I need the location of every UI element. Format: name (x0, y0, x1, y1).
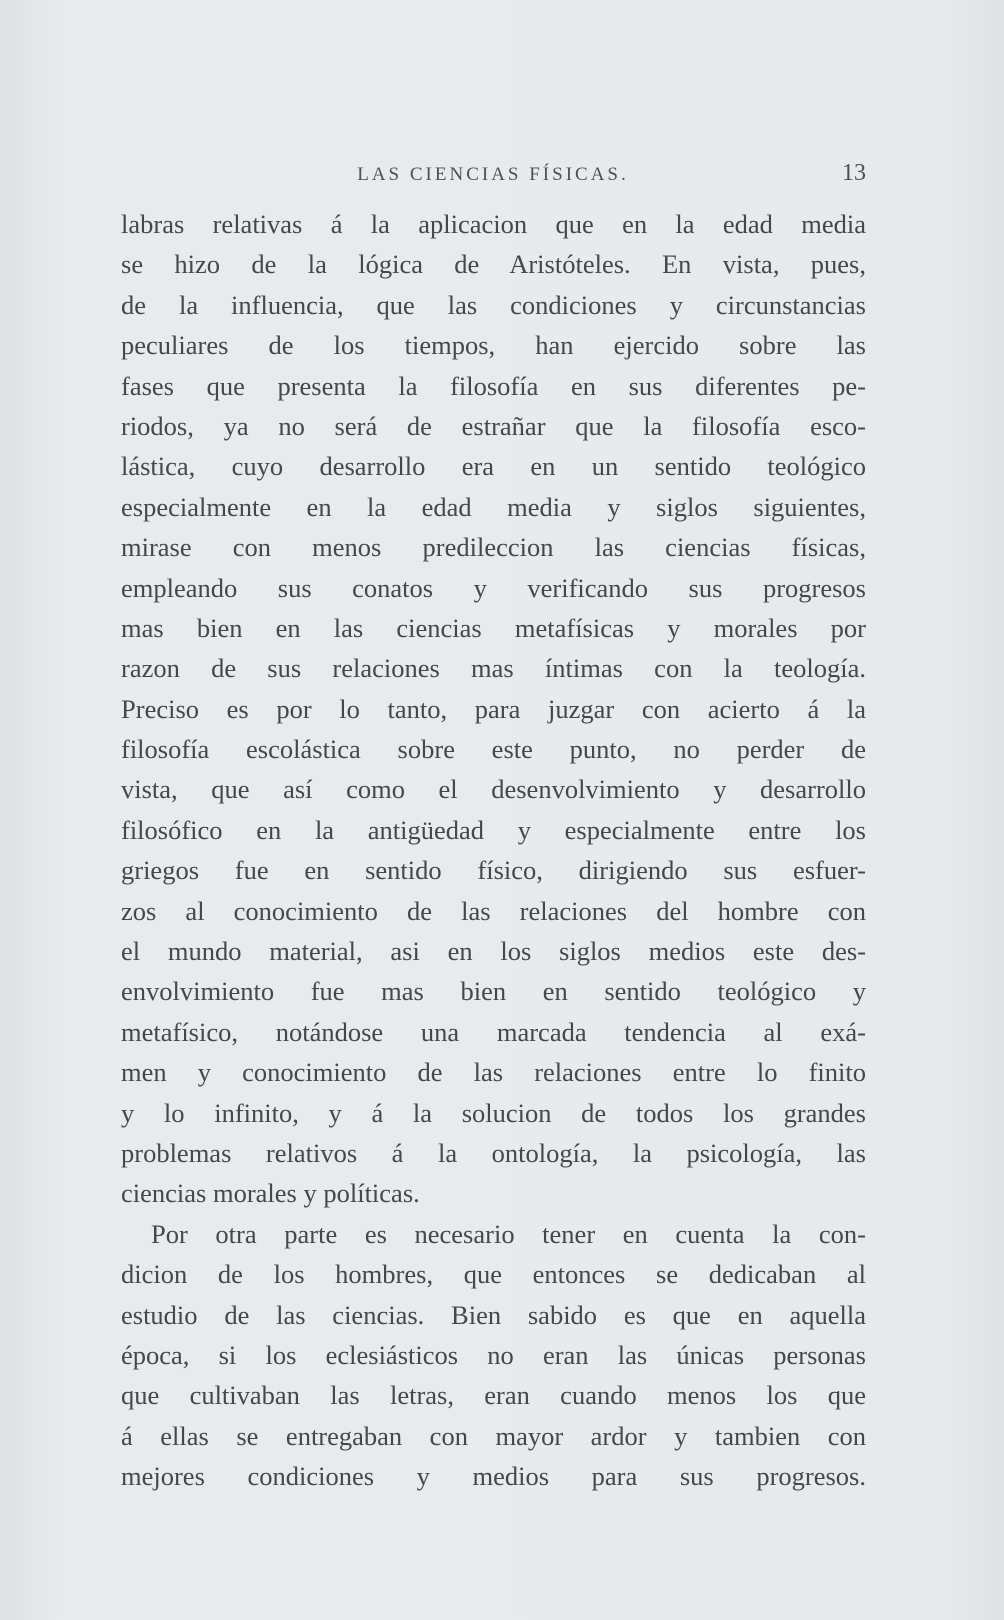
text-line: filosofía escolástica sobre este punto, no perder de (121, 734, 866, 765)
text-line: se hizo de la lógica de Aristóteles. En vista, pues, (121, 249, 866, 280)
text-line: dicion de los hombres, que entonces se dedicaban al (121, 1259, 866, 1290)
text-line: men y conocimiento de las relaciones entre lo finito (121, 1057, 866, 1088)
text-line: metafísico, notándose una marcada tendencia al exá- (121, 1016, 866, 1047)
text-line: vista, que así como el desenvolvimiento y desarrollo (121, 774, 866, 805)
running-head (120, 160, 866, 194)
text-line: época, si los eclesiásticos no eran las únicas personas (121, 1339, 866, 1370)
text-line: el mundo material, asi en los siglos medios este des- (121, 936, 866, 967)
text-line: griegos fue en sentido físico, dirigiendo sus esfuer- (121, 855, 866, 886)
text-line: envolvimiento fue mas bien en sentido teológico y (121, 976, 866, 1007)
text-line: empleando sus conatos y verificando sus progresos (121, 572, 866, 603)
running-title: LAS CIENCIAS FÍSICAS. (357, 164, 629, 185)
text-line: estudio de las ciencias. Bien sabido es que en aquella (121, 1299, 866, 1330)
text-line: razon de sus relaciones mas íntimas con la teología. (121, 653, 866, 684)
text-line: labras relativas á la aplicacion que en la edad media (121, 209, 866, 239)
text-line: lástica, cuyo desarrollo era en un sentido teológico (121, 451, 866, 482)
text-line: á ellas se entregaban con mayor ardor y tambien con (121, 1420, 866, 1451)
text-line: fases que presenta la filosofía en sus diferentes pe- (121, 370, 866, 401)
text-line: problemas relativos á la ontología, la psicología, las (121, 1137, 866, 1168)
text-line: y lo infinito, y á la solucion de todos los grandes (121, 1097, 866, 1128)
text-line: filosófico en la antigüedad y especialmente entre los (121, 814, 866, 845)
text-line: especialmente en la edad media y siglos siguientes, (121, 491, 866, 522)
text-line: Preciso es por lo tanto, para juzgar con acierto á la (121, 693, 866, 724)
text-line: mejores condiciones y medios para sus progresos. (121, 1461, 866, 1492)
text-line: mirase con menos predileccion las ciencias físicas, (121, 532, 866, 563)
page-number: 13 (842, 160, 866, 186)
text-line: mas bien en las ciencias metafísicas y morales por (121, 612, 866, 643)
text-line: zos al conocimiento de las relaciones del hombre con (121, 895, 866, 926)
paragraph-start-line: Por otra parte es necesario tener en cuenta la con- (151, 1218, 866, 1249)
text-line: que cultivaban las letras, eran cuando menos los que (121, 1380, 866, 1411)
text-line: riodos, ya no será de estrañar que la filosofía esco- (121, 410, 866, 441)
text-line: peculiares de los tiempos, han ejercido sobre las (121, 330, 866, 361)
paragraph-end-line: ciencias morales y políticas. (121, 1178, 420, 1209)
body-text (121, 204, 866, 1497)
text-line: de la influencia, que las condiciones y circunstancias (121, 289, 866, 320)
